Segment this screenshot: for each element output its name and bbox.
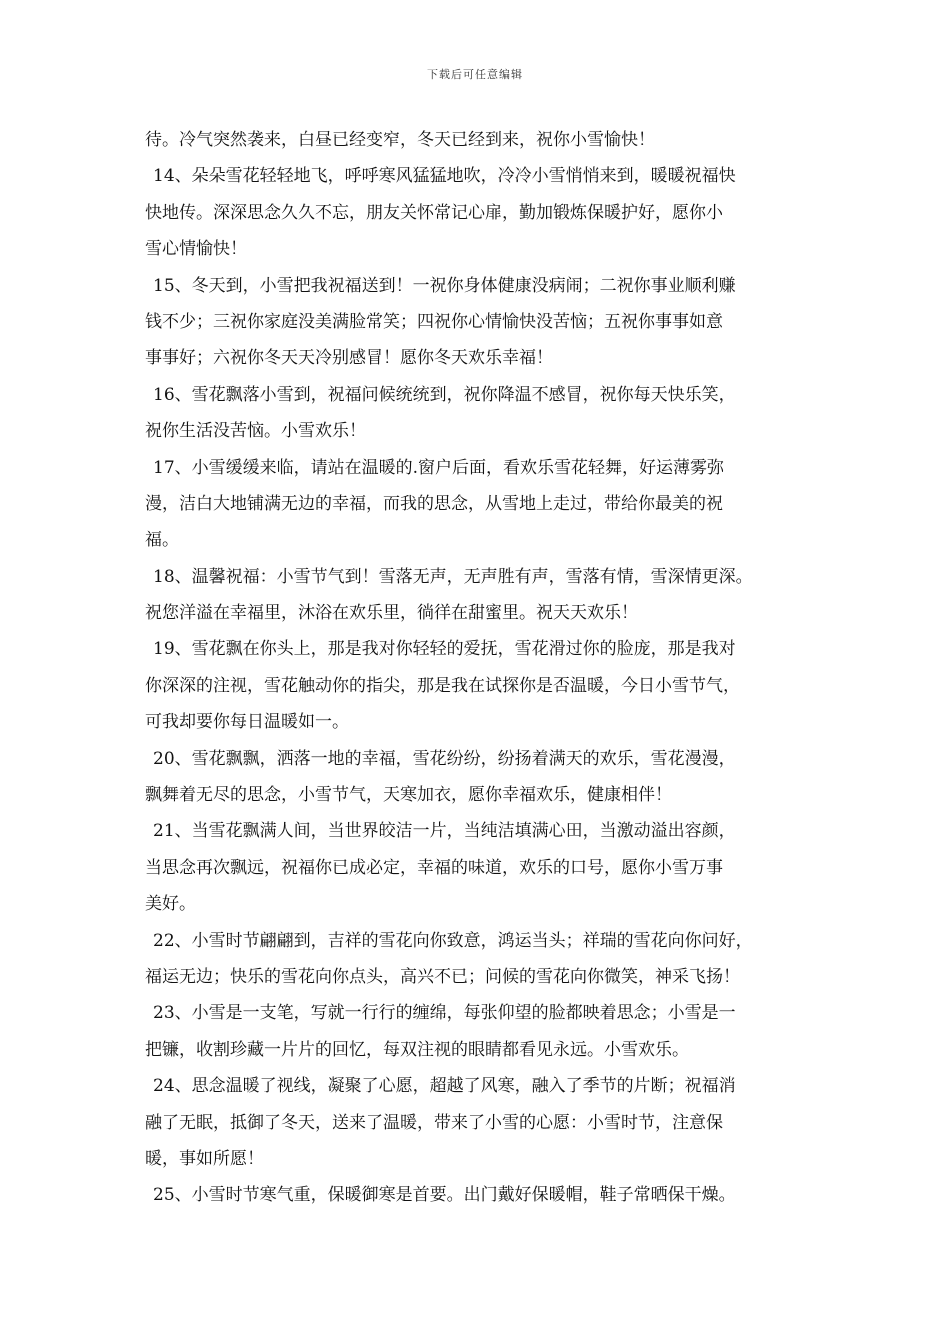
- text-line: 漫，洁白大地铺满无边的幸福，而我的思念，从雪地上走过，带给你最美的祝: [145, 493, 723, 514]
- text-line: 雪心情愉快！: [145, 239, 247, 260]
- text-line: 19、雪花飘在你头上，那是我对你轻轻的爱抚，雪花滑过你的脸庞，那是我对: [153, 639, 736, 660]
- text-line: 20、雪花飘飘，洒落一地的幸福，雪花纷纷，纷扬着满天的欢乐，雪花漫漫，: [153, 748, 736, 769]
- text-line: 祝您洋溢在幸福里，沐浴在欢乐里，徜徉在甜蜜里。祝天天欢乐！: [145, 603, 638, 624]
- text-line: 飘舞着无尽的思念，小雪节气，天寒加衣，愿你幸福欢乐，健康相伴！: [145, 785, 672, 806]
- text-line: 福。: [145, 530, 179, 551]
- text-line: 14、朵朵雪花轻轻地飞，呼呼寒风猛猛地吹，冷冷小雪悄悄来到，暖暖祝福快: [153, 166, 736, 187]
- text-line: 25、小雪时节寒气重，保暖御寒是首要。出门戴好保暖帽，鞋子常晒保干燥。: [153, 1185, 736, 1206]
- text-line: 17、小雪缓缓来临，请站在温暖的.窗户后面，看欢乐雪花轻舞，好运薄雾弥: [153, 457, 725, 478]
- text-line: 23、小雪是一支笔，写就一行行的缠绵，每张仰望的脸都映着思念；小雪是一: [153, 1003, 736, 1024]
- text-line: 祝你生活没苦恼。小雪欢乐！: [145, 421, 366, 442]
- text-line: 融了无眠，抵御了冬天，送来了温暖，带来了小雪的心愿：小雪时节，注意保: [145, 1112, 723, 1133]
- text-line: 事事好；六祝你冬天天冷别感冒！愿你冬天欢乐幸福！: [145, 348, 553, 369]
- text-line: 快地传。深深思念久久不忘，朋友关怀常记心扉，勤加锻炼保暖护好，愿你小: [145, 202, 723, 223]
- text-line: 18、温馨祝福：小雪节气到！雪落无声，无声胜有声，雪落有情，雪深情更深。: [153, 566, 753, 587]
- text-line: 21、当雪花飘满人间，当世界皎洁一片，当纯洁填满心田，当激动溢出容颜，: [153, 821, 736, 842]
- text-line: 24、思念温暖了视线，凝聚了心愿，超越了风寒，融入了季节的片断；祝福消: [153, 1076, 736, 1097]
- text-line: 22、小雪时节翩翩到，吉祥的雪花向你致意，鸿运当头；祥瑞的雪花向你问好，: [153, 930, 753, 951]
- text-line: 你深深的注视，雪花触动你的指尖，那是我在试探你是否温暖，今日小雪节气，: [145, 675, 740, 696]
- text-line: 暖，事如所愿！: [145, 1148, 264, 1169]
- page-header: 下载后可任意编辑: [427, 68, 523, 81]
- text-line: 把镰，收割珍藏一片片的回忆，每双注视的眼睛都看见永远。小雪欢乐。: [145, 1039, 689, 1060]
- text-line: 16、雪花飘落小雪到，祝福问候统统到，祝你降温不感冒，祝你每天快乐笑，: [153, 384, 736, 405]
- text-line: 美好。: [145, 894, 196, 915]
- text-line: 可我却要你每日温暖如一。: [145, 712, 349, 733]
- text-line: 待。冷气突然袭来，白昼已经变窄，冬天已经到来，祝你小雪愉快！: [145, 130, 655, 150]
- document-body: [145, 122, 815, 1214]
- text-line: 15、冬天到，小雪把我祝福送到！一祝你身体健康没病闹；二祝你事业顺利赚: [153, 275, 736, 296]
- text-line: 当思念再次飘远，祝福你已成必定，幸福的味道，欢乐的口号，愿你小雪万事: [145, 857, 723, 878]
- text-line: 钱不少；三祝你家庭没美满脸常笑；四祝你心情愉快没苦恼；五祝你事事如意: [145, 311, 723, 332]
- text-line: 福运无边；快乐的雪花向你点头，高兴不已；问候的雪花向你微笑，神采飞扬！: [145, 966, 740, 987]
